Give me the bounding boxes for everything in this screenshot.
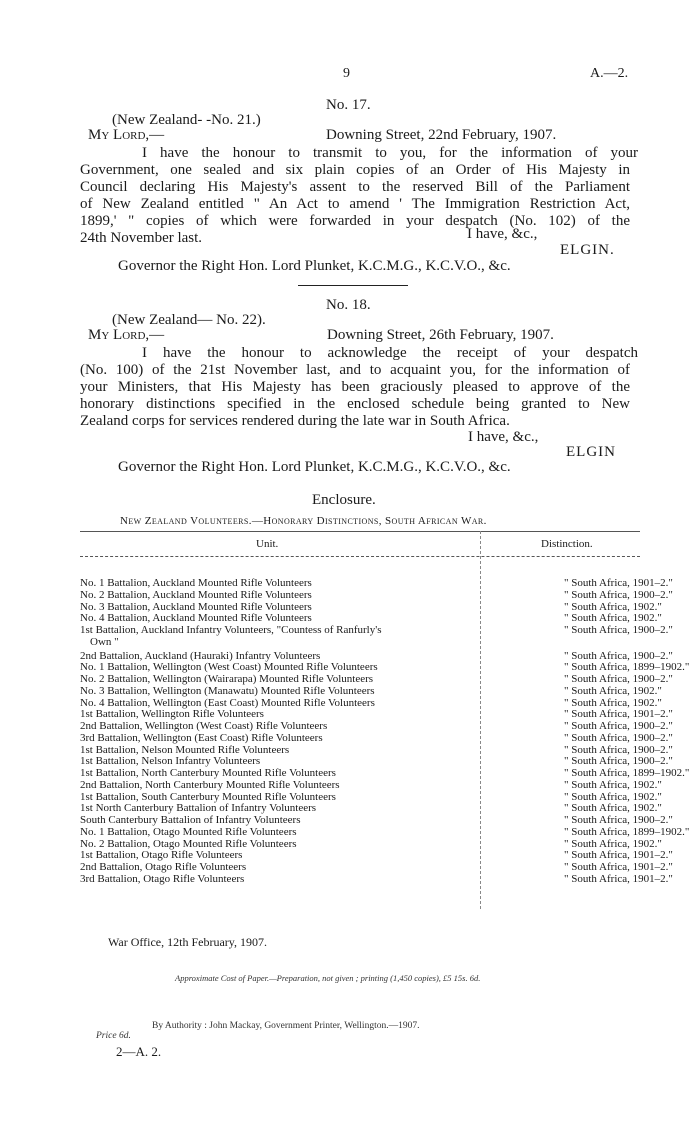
signature-mark: 2—A. 2.	[116, 1044, 162, 1059]
unit-name: 1st Battalion, Otago Rifle Volunteers	[80, 849, 243, 862]
enclosure-title: Enclosure.	[312, 492, 376, 508]
unit-name: 1st Battalion, Auckland Infantry Volunteers, "Countess of Ranfurly's	[80, 624, 382, 636]
letter-body-line: honorary distinctions specified in the enclosed schedule being granted to New	[80, 396, 630, 412]
letter-salutation: My Lord,—	[88, 327, 165, 343]
distinction-value: " South Africa, 1899–1902."	[564, 825, 690, 838]
section-divider	[298, 285, 408, 286]
unit-name: South Canterbury Battalion of Infantry Volunteers	[80, 814, 301, 826]
distinction-value: " South Africa, 1901–2."	[564, 708, 673, 721]
distinction-value: " South Africa, 1900–2."	[564, 649, 673, 662]
distinction-value: " South Africa, 1902."	[564, 790, 662, 803]
letter-place-date: Downing Street, 22nd February, 1907.	[326, 127, 557, 143]
distinction-value: " South Africa, 1902."	[564, 837, 662, 850]
distinction-value: " South Africa, 1902."	[564, 802, 662, 815]
distinction-value: " South Africa, 1899–1902."	[564, 767, 690, 779]
distinction-value: " South Africa, 1900–2."	[564, 588, 673, 601]
unit-name: No. 3 Battalion, Wellington (Manawatu) Mounted Rifle Volunteers	[80, 684, 375, 697]
letter-series: (New Zealand- -No. 21.)	[112, 112, 261, 128]
unit-name: 1st North Canterbury Battalion of Infantry Volunteers	[80, 802, 317, 815]
letter-body-line: 24th November last.	[80, 230, 203, 246]
unit-name: No. 1 Battalion, Auckland Mounted Rifle Volunteers	[80, 577, 312, 589]
unit-name: 2nd Battalion, Otago Rifle Volunteers	[80, 861, 247, 873]
distinction-value: " South Africa, 1901–2."	[564, 849, 673, 862]
document-reference: A.—2.	[590, 66, 629, 81]
distinction-value: " South Africa, 1899–1902."	[564, 661, 690, 674]
letter-closing: I have, &c.,	[467, 226, 538, 242]
distinction-value: " South Africa, 1900–2."	[564, 755, 673, 768]
unit-name: 1st Battalion, Nelson Mounted Rifle Volunteers	[80, 743, 290, 756]
table-header-unit: Unit.	[256, 538, 279, 550]
unit-name: 2nd Battalion, North Canterbury Mounted Rifle Volunteers	[80, 778, 340, 791]
table-top-rule	[80, 531, 640, 532]
table-row-continuation	[80, 636, 640, 649]
unit-name: No. 4 Battalion, Auckland Mounted Rifle Volunteers	[80, 612, 312, 625]
letter-salutation: My Lord,—	[88, 127, 165, 143]
enclosure-subtitle: New Zealand Volunteers.—Honorary Distinctions, South African War.	[120, 515, 487, 527]
unit-name: No. 3 Battalion, Auckland Mounted Rifle Volunteers	[80, 600, 312, 613]
unit-name: No. 2 Battalion, Otago Mounted Rifle Volunteers	[80, 837, 297, 850]
distinction-value: " South Africa, 1900–2."	[564, 673, 673, 685]
unit-name: No. 2 Battalion, Wellington (Wairarapa) Mounted Rifle Volunteers	[80, 673, 374, 685]
letter-closing: I have, &c.,	[468, 429, 539, 445]
letter-signature: ELGIN	[566, 444, 616, 460]
distinction-value: " South Africa, 1902."	[564, 696, 662, 709]
distinction-value: " South Africa, 1900–2."	[564, 624, 673, 636]
letter-signature: ELGIN.	[560, 242, 615, 258]
distinction-value: " South Africa, 1901–2."	[564, 577, 673, 589]
unit-name: 2nd Battalion, Wellington (West Coast) Rifle Volunteers	[80, 720, 328, 732]
unit-name: No. 4 Battalion, Wellington (East Coast) Mounted Rifle Volunteers	[80, 696, 375, 709]
unit-name: No. 1 Battalion, Wellington (West Coast) Mounted Rifle Volunteers	[80, 661, 378, 674]
letter-body-line: 1899,' " copies of which were forwarded in your despatch (No. 102) of the	[80, 213, 630, 229]
unit-name: 2nd Battalion, Auckland (Hauraki) Infantry Volunteers	[80, 649, 321, 662]
letter-body-line: Council declaring His Majesty's assent to the reserved Bill of the Parliament	[80, 179, 630, 195]
distinction-value: " South Africa, 1902."	[564, 778, 662, 791]
unit-name: 3rd Battalion, Otago Rifle Volunteers	[80, 872, 245, 885]
price-label: Price 6d.	[96, 1031, 131, 1041]
table-header-distinction: Distinction.	[541, 538, 593, 550]
distinction-value: " South Africa, 1901–2."	[564, 861, 673, 873]
letter-body-line: (No. 100) of the 21st November last, and to acquaint you, for the information of	[80, 362, 630, 378]
unit-name: No. 1 Battalion, Otago Mounted Rifle Volunteers	[80, 825, 297, 838]
unit-name: 1st Battalion, South Canterbury Mounted Rifle Volunteers	[80, 790, 336, 803]
page-number: 9	[343, 66, 350, 81]
unit-name-continuation: Own "	[90, 635, 119, 648]
letter-body-line: of New Zealand entitled " An Act to amend ' The Immigration Restriction Act,	[80, 196, 630, 212]
enclosure-footer-office: War Office, 12th February, 1907.	[108, 935, 267, 949]
letter-body-line: Government, one sealed and six plain copies of an Order of His Majesty in	[80, 162, 630, 178]
letter-body-line: Zealand corps for services rendered during the late war in South Africa.	[80, 413, 510, 429]
letter-body-line: I have the honour to acknowledge the receipt of your despatch	[142, 345, 638, 361]
distinction-value: " South Africa, 1902."	[564, 684, 662, 697]
distinction-value: " South Africa, 1900–2."	[564, 743, 673, 756]
distinction-value: " South Africa, 1900–2."	[564, 720, 673, 732]
letter-addressee: Governor the Right Hon. Lord Plunket, K.C.M.G., K.C.V.O., &c.	[118, 459, 511, 475]
letter-addressee: Governor the Right Hon. Lord Plunket, K.C.M.G., K.C.V.O., &c.	[118, 258, 511, 274]
unit-name: No. 2 Battalion, Auckland Mounted Rifle Volunteers	[80, 588, 312, 601]
letter-number: No. 17.	[326, 97, 371, 113]
unit-name: 1st Battalion, Nelson Infantry Volunteers	[80, 755, 261, 768]
table-header-rule	[80, 556, 640, 557]
unit-name: 1st Battalion, North Canterbury Mounted Rifle Volunteers	[80, 767, 336, 779]
letter-body-line: I have the honour to transmit to you, for the information of your	[142, 145, 638, 161]
letter-series: (New Zealand— No. 22).	[112, 312, 266, 328]
printer-authority: By Authority : John Mackay, Government Printer, Wellington.—1907.	[152, 1021, 420, 1031]
letter-place-date: Downing Street, 26th February, 1907.	[327, 327, 554, 343]
distinction-value: " South Africa, 1902."	[564, 600, 662, 613]
distinction-value: " South Africa, 1900–2."	[564, 814, 673, 826]
letter-body-line: your Ministers, that His Majesty has been graciously pleased to approve of the	[80, 379, 630, 395]
distinction-value: " South Africa, 1901–2."	[564, 872, 673, 885]
cost-statement: Approximate Cost of Paper.—Preparation, not given ; printing (1,450 copies), £5 15s. 6d.	[175, 973, 481, 983]
unit-name: 1st Battalion, Wellington Rifle Volunteers	[80, 708, 264, 721]
unit-name: 3rd Battalion, Wellington (East Coast) Rifle Volunteers	[80, 731, 323, 744]
letter-number: No. 18.	[326, 297, 371, 313]
table-row	[80, 872, 673, 886]
distinction-value: " South Africa, 1900–2."	[564, 731, 673, 744]
distinction-value: " South Africa, 1902."	[564, 612, 662, 625]
